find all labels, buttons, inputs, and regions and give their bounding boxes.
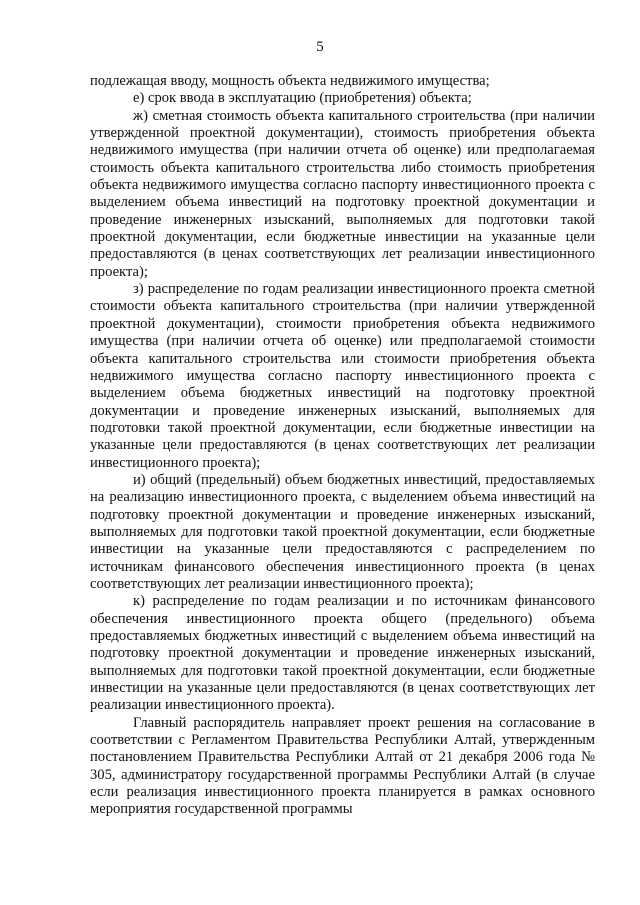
page-number: 5 [316, 39, 324, 55]
paragraph-item-k: к) распределение по годам реализации и по источникам финансового обеспечения инвестиционного проекта общего (предельного) объема предоставляемых бюджетных инвестиций с выделением объема инвестиций на подготовку проектной документации и проведение инженерных изысканий, выполняемых для подготовки такой проектной документации, если бюджетные инвестиции на указанные цели предоставляются (в ценах соответствующих лет реализации инвестиционного проекта). [90, 593, 595, 714]
paragraph-main-manager: Главный распорядитель направляет проект решения на согласование в соответствии с Регламентом Правительства Республики Алтай, утвержденным постановлением Правительства Республики Алтай от 21 декабря 2006 года № 305, администратору государственной программы Республики Алтай (в случае если реализация инвестиционного проекта планируется в рамках основного мероприятия государственной программы [90, 714, 595, 818]
paragraph-item-zh: ж) сметная стоимость объекта капитального строительства (при наличии утвержденной проектной документации), стоимость приобретения объекта недвижимого имущества (при наличии отчета об оценке) или предполагаемая стоимость объекта капитального строительства либо стоимость приобретения объекта недвижимого имущества согласно паспорту инвестиционного проекта с выделением объема инвестиций на подготовку проектной документации и проведение инженерных изысканий, выполняемых для подготовки такой проектной документации, если бюджетные инвестиции на указанные цели предоставляются (в ценах соответствующих лет реализации инвестиционного проекта); [90, 107, 595, 280]
paragraph-continuation: подлежащая вводу, мощность объекта недвижимого имущества; [90, 73, 490, 89]
paragraph-item-e: е) срок ввода в эксплуатацию (приобретения) объекта; [133, 90, 472, 107]
paragraph-item-z: з) распределение по годам реализации инвестиционного проекта сметной стоимости объекта капитального строительства (при наличии утвержденной проектной документации), стоимости приобретения объекта недвижимого имущества (при наличии отчета об оценке) или предполагаемой стоимости объекта капитального строительства или стоимости приобретения объекта недвижимого имущества согласно паспорту инвестиционного проекта с выделением объема бюджетных инвестиций на подготовку проектной документации и проведение инженерных изысканий, выполняемых для подготовки такой проектной документации, если бюджетные инвестиции на указанные цели предоставляются (в ценах соответствующих лет реализации инвестиционного проекта); [90, 281, 595, 471]
paragraph-item-i: и) общий (предельный) объем бюджетных инвестиций, предоставляемых на реализацию инвестиционного проекта, с выделением объема инвестиций на подготовку проектной документации и проведение инженерных изысканий, выполняемых для подготовки такой проектной документации, если бюджетные инвестиции на указанные цели предоставляются с распределением по источникам финансового обеспечения инвестиционного проекта (в ценах соответствующих лет реализации инвестиционного проекта); [90, 471, 595, 592]
document-body [90, 73, 595, 819]
